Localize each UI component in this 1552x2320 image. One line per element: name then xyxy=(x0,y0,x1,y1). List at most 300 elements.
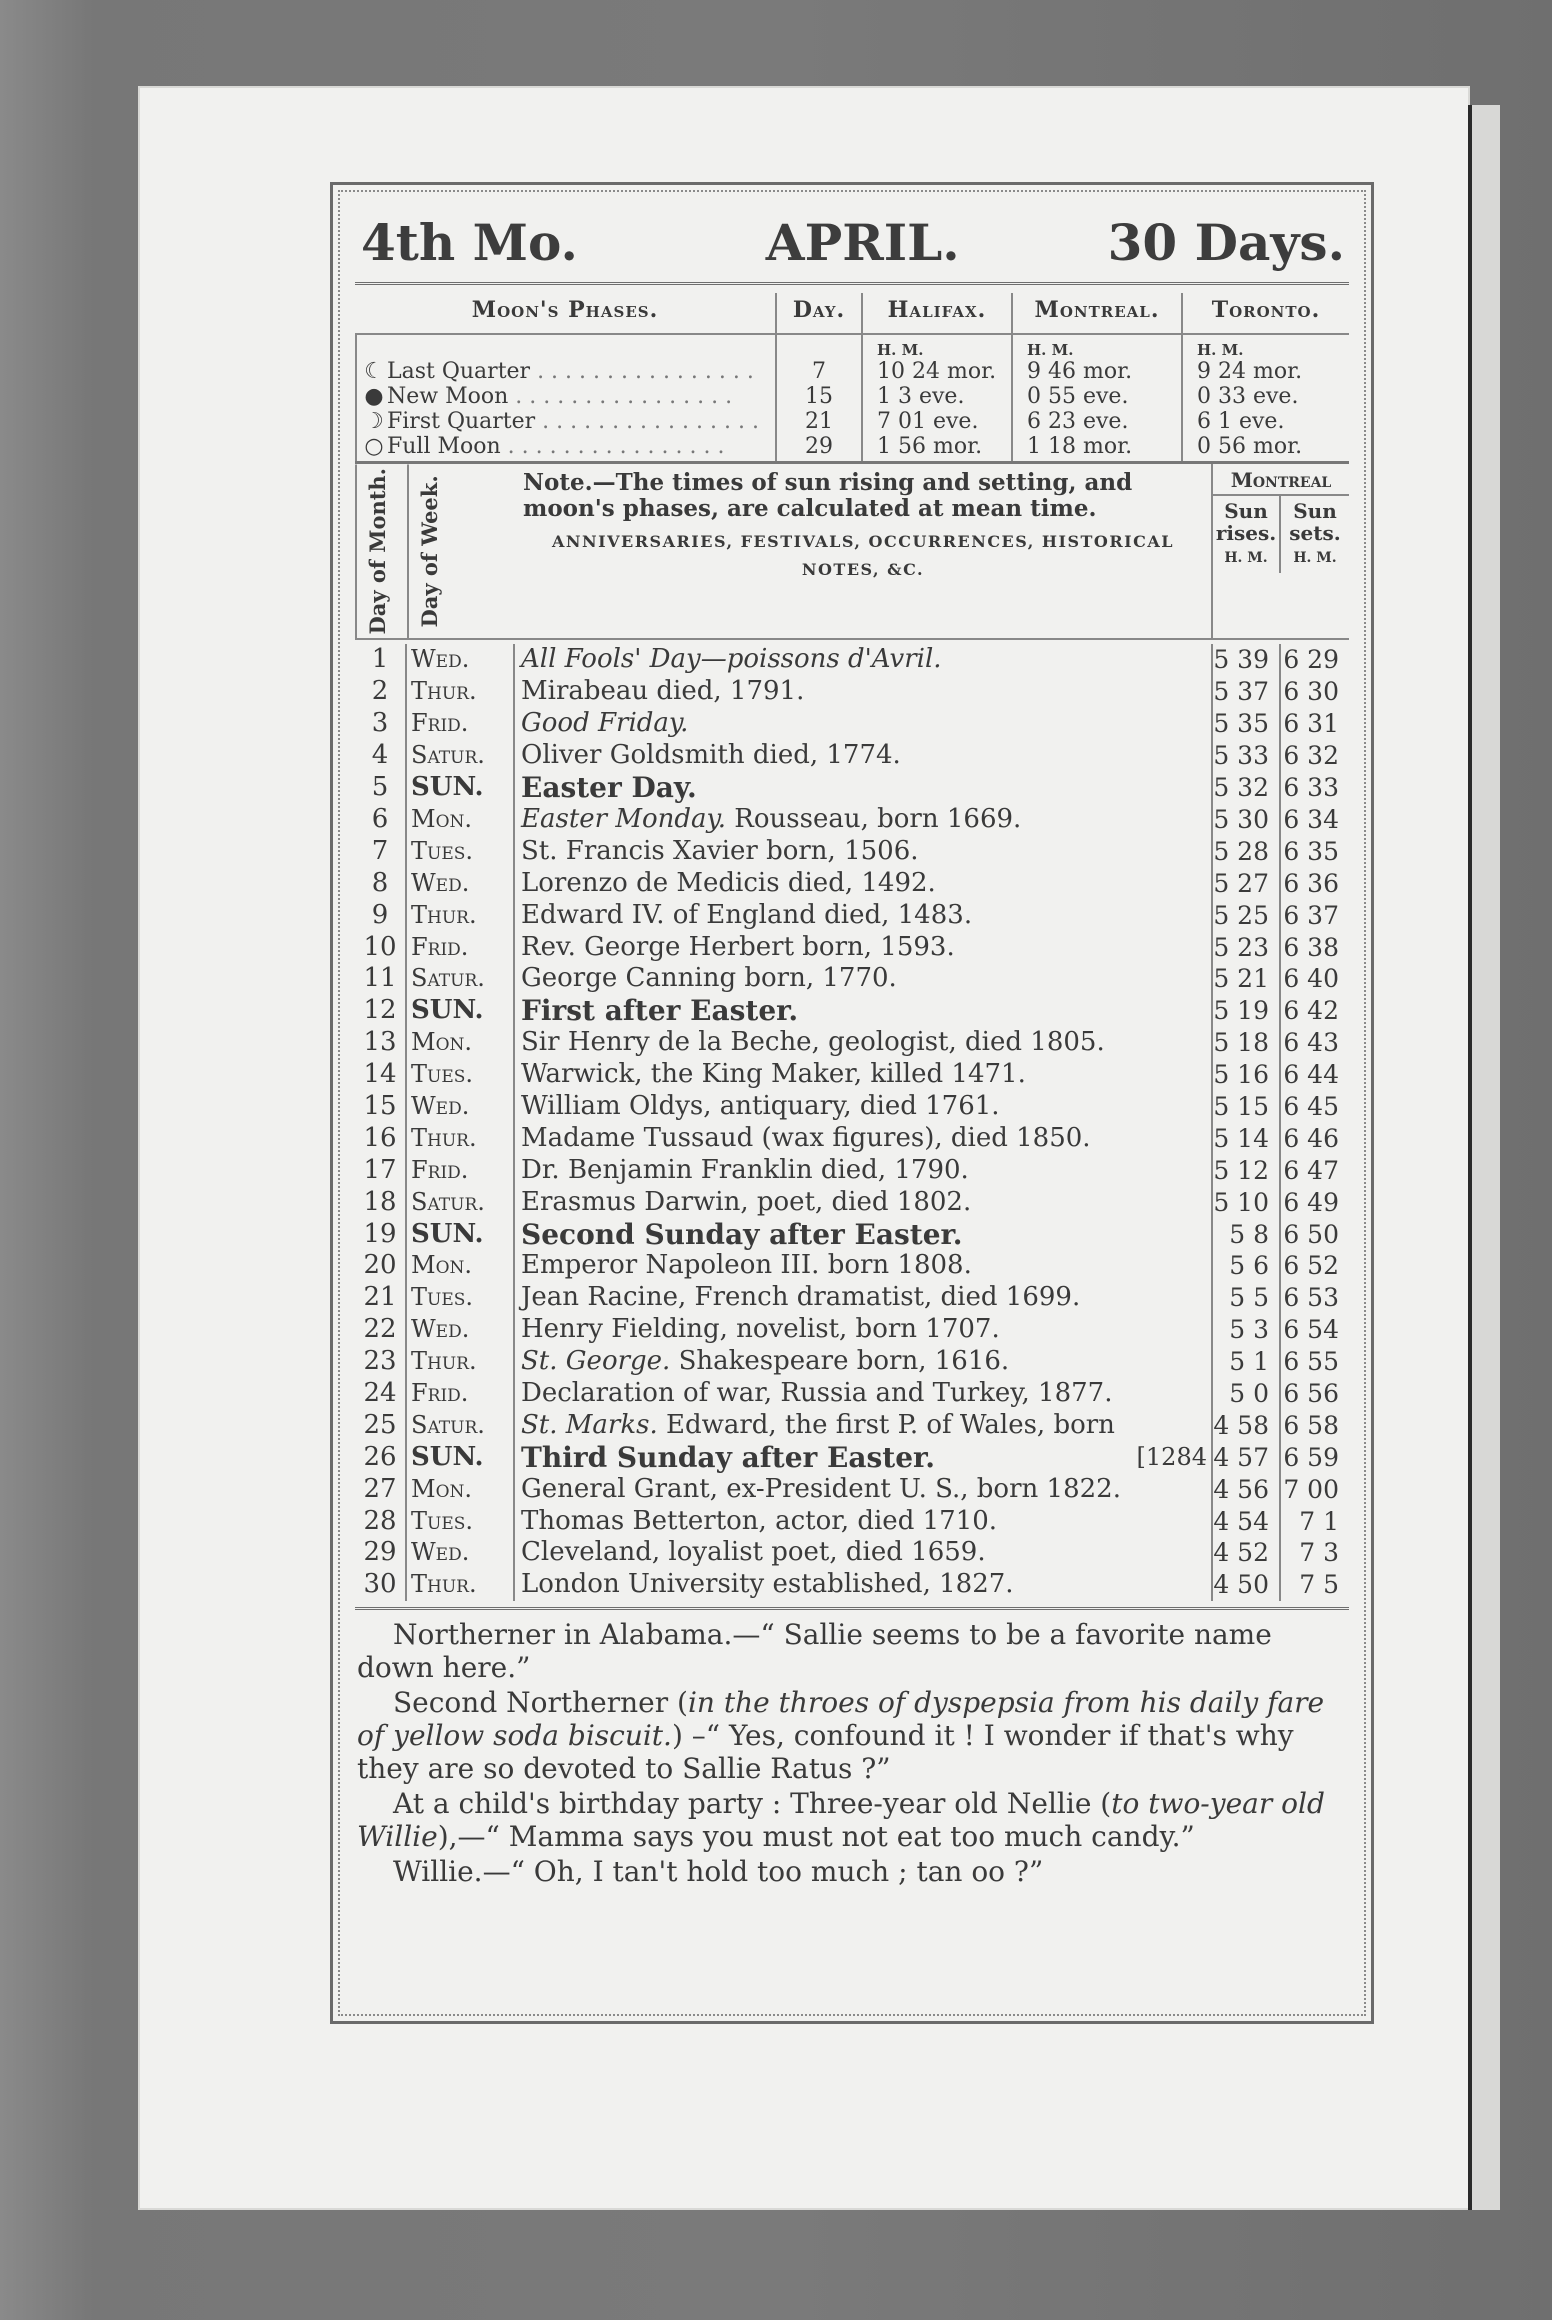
phase-names-column xyxy=(355,335,775,461)
hm-label: H. M. xyxy=(877,341,924,359)
event xyxy=(515,1123,1213,1155)
day-of-month: 7 xyxy=(355,836,407,868)
day-of-week: Satur. xyxy=(407,963,515,995)
day-of-week: Wed. xyxy=(407,1091,515,1123)
day-of-month: 8 xyxy=(355,868,407,900)
day-of-week: Thur. xyxy=(407,1346,515,1378)
day-of-week: Mon. xyxy=(407,1027,515,1059)
event xyxy=(515,1346,1213,1378)
event-text: Rev. George Herbert born, 1593. xyxy=(521,931,955,962)
sun-times xyxy=(1213,1250,1349,1282)
day-of-month: 9 xyxy=(355,900,407,932)
sun-rises: 5 37 xyxy=(1213,676,1281,708)
day-of-month: 15 xyxy=(355,1091,407,1123)
event xyxy=(515,772,1213,804)
day-of-week: Thur. xyxy=(407,900,515,932)
day-of-month: 2 xyxy=(355,676,407,708)
phase-time-toronto: 6 1 eve. xyxy=(1197,409,1285,434)
day-row xyxy=(355,1155,1349,1187)
sun-sets: 6 58 xyxy=(1283,1410,1339,1440)
day-row xyxy=(355,1059,1349,1091)
day-of-month: 22 xyxy=(355,1314,407,1346)
sun-sets: 6 59 xyxy=(1283,1442,1339,1472)
event-text: First after Easter. xyxy=(521,995,799,1028)
sun-sets: 7 3 xyxy=(1299,1538,1339,1568)
anecdote-3-a: At a child's birthday party : Three-year old Nellie ( xyxy=(393,1787,1112,1821)
event xyxy=(515,1155,1213,1187)
event xyxy=(515,1059,1213,1091)
day-row xyxy=(355,1474,1349,1506)
event-italic: Easter Monday. xyxy=(521,803,727,834)
toronto-column xyxy=(1181,335,1349,461)
day-of-month: 18 xyxy=(355,1187,407,1219)
note-text: Note.—The times of sun rising and setting, and moon's phases, are calculated at mean time. xyxy=(523,469,1133,522)
leader-dots: . . . . . . . . . . . . . . . . xyxy=(500,434,725,459)
event xyxy=(515,644,1213,676)
sun-rises-label: Sun rises. xyxy=(1215,499,1277,545)
sun-sets: 6 55 xyxy=(1283,1347,1339,1377)
day-of-month: 5 xyxy=(355,772,407,804)
sun-times xyxy=(1213,868,1349,900)
day-of-month: 17 xyxy=(355,1155,407,1187)
sun-times xyxy=(1213,1187,1349,1219)
event-text: Edward, the first P. of Wales, born xyxy=(665,1409,1115,1440)
sun-rises: 5 30 xyxy=(1213,804,1281,836)
sun-rises: 5 35 xyxy=(1213,708,1281,740)
event xyxy=(515,963,1213,995)
day-row xyxy=(355,772,1349,804)
sun-rises: 4 56 xyxy=(1213,1474,1281,1506)
event xyxy=(515,804,1213,836)
day-of-week: SUN. xyxy=(407,1219,515,1251)
day-row xyxy=(355,708,1349,740)
sun-times xyxy=(1213,995,1349,1027)
halifax-heading: Halifax. xyxy=(861,293,1011,335)
sun-rises: 5 18 xyxy=(1213,1027,1281,1059)
sun-rises: 5 0 xyxy=(1213,1378,1281,1410)
event-text: St. Francis Xavier born, 1506. xyxy=(521,835,919,866)
anecdote-3 xyxy=(357,1787,1347,1853)
note xyxy=(515,464,1213,638)
sun-sets: 6 40 xyxy=(1283,964,1339,994)
sun-times xyxy=(1213,1410,1349,1442)
event xyxy=(515,1219,1213,1251)
day-of-month: 6 xyxy=(355,804,407,836)
day-row xyxy=(355,1091,1349,1123)
sun-times xyxy=(1213,1027,1349,1059)
anecdote-1: Northerner in Alabama.—“ Sallie seems to be a favorite name down here.” xyxy=(357,1618,1272,1685)
day-of-month: 10 xyxy=(355,932,407,964)
calendar-frame xyxy=(330,182,1374,2024)
day-of-week: Tues. xyxy=(407,1059,515,1091)
moon-phase-icon: ● xyxy=(364,384,384,409)
day-row xyxy=(355,1506,1349,1538)
event xyxy=(515,1506,1213,1538)
day-row xyxy=(355,1250,1349,1282)
day-heading: Day. xyxy=(775,293,861,335)
phase-time-montreal: 1 18 mor. xyxy=(1027,434,1133,459)
day-of-month: 24 xyxy=(355,1378,407,1410)
event-text: Easter Day. xyxy=(521,772,697,804)
day-row xyxy=(355,1219,1349,1251)
sun-rises: 5 16 xyxy=(1213,1059,1281,1091)
sun-sets: 6 50 xyxy=(1283,1219,1339,1249)
day-of-month: 20 xyxy=(355,1250,407,1282)
day-row xyxy=(355,900,1349,932)
sun-rises: 5 32 xyxy=(1213,772,1281,804)
sun-times xyxy=(1213,676,1349,708)
sun-sets: 6 36 xyxy=(1283,868,1339,898)
event-text: Shakespeare born, 1616. xyxy=(678,1346,1010,1377)
day-of-week: Mon. xyxy=(407,1250,515,1282)
event xyxy=(515,1282,1213,1314)
phase-time-halifax: 7 01 eve. xyxy=(877,409,979,434)
event xyxy=(515,1250,1213,1282)
anecdote-2 xyxy=(357,1686,1347,1785)
sun-rises: 5 10 xyxy=(1213,1187,1281,1219)
hm-label: H. M. xyxy=(1027,341,1074,359)
day-of-week: Frid. xyxy=(407,1155,515,1187)
day-of-month: 23 xyxy=(355,1346,407,1378)
sun-sets: 6 35 xyxy=(1283,836,1339,866)
moon-phases-table xyxy=(355,293,1349,464)
event xyxy=(515,1410,1213,1442)
day-row xyxy=(355,995,1349,1027)
sun-sets: 6 54 xyxy=(1283,1315,1339,1345)
event xyxy=(515,1378,1213,1410)
montreal-label: Montreal xyxy=(1213,464,1349,496)
event xyxy=(515,868,1213,900)
moon-phase-icon: ☾ xyxy=(364,359,384,384)
sun-times xyxy=(1213,1346,1349,1378)
event-text: Second Sunday after Easter. xyxy=(521,1218,963,1251)
phase-row xyxy=(361,409,771,434)
day-of-month: 25 xyxy=(355,1410,407,1442)
event-text: Warwick, the King Maker, killed 1471. xyxy=(521,1059,1026,1090)
event-text: Thomas Betterton, actor, died 1710. xyxy=(521,1505,998,1536)
day-row xyxy=(355,804,1349,836)
sun-sets-label: Sun sets. xyxy=(1289,499,1341,545)
sun-sets: 6 45 xyxy=(1283,1091,1339,1121)
sun-rises: 5 3 xyxy=(1213,1314,1281,1346)
phase-time-toronto: 0 56 mor. xyxy=(1197,434,1303,459)
leader-dots: . . . . . . . . . . . . . . . . xyxy=(535,409,759,434)
sun-sets: 6 32 xyxy=(1283,741,1339,771)
day-row xyxy=(355,1410,1349,1442)
day-row xyxy=(355,868,1349,900)
phase-day: 15 xyxy=(805,384,833,409)
sun-sets: 6 43 xyxy=(1283,1028,1339,1058)
event xyxy=(515,1187,1213,1219)
day-row xyxy=(355,644,1349,676)
sun-sets: 6 42 xyxy=(1283,996,1339,1026)
day-of-month: 30 xyxy=(355,1569,407,1601)
event-text: Lorenzo de Medicis died, 1492. xyxy=(521,867,936,898)
sun-rises: 5 8 xyxy=(1213,1219,1281,1251)
event-text: Madame Tussaud (wax figures), died 1850. xyxy=(521,1122,1091,1153)
day-row xyxy=(355,1378,1349,1410)
sun-rises: 5 19 xyxy=(1213,995,1281,1027)
sun-times xyxy=(1213,900,1349,932)
event xyxy=(515,1091,1213,1123)
sun-rises: 5 39 xyxy=(1213,644,1281,676)
phase-row xyxy=(361,434,771,459)
sun-sets: 7 00 xyxy=(1283,1474,1339,1504)
sun-sets: 7 1 xyxy=(1299,1506,1339,1536)
day-row xyxy=(355,1537,1349,1569)
sun-times xyxy=(1213,740,1349,772)
sun-times xyxy=(1213,1314,1349,1346)
phase-time-halifax: 1 56 mor. xyxy=(877,434,983,459)
sun-rises: 5 14 xyxy=(1213,1123,1281,1155)
day-of-week: Wed. xyxy=(407,868,515,900)
hm-label: H. M. xyxy=(1197,341,1244,359)
event xyxy=(515,1314,1213,1346)
leader-dots: . . . . . . . . . . . . . . . . xyxy=(530,359,754,384)
adjacent-page-edge xyxy=(1468,105,1500,2210)
sun-times xyxy=(1213,836,1349,868)
sun-sets: 6 53 xyxy=(1283,1283,1339,1313)
sun-rises: 5 23 xyxy=(1213,932,1281,964)
sun-sets: 6 31 xyxy=(1283,709,1339,739)
sun-times xyxy=(1213,1537,1349,1569)
sun-rises: 4 58 xyxy=(1213,1410,1281,1442)
event-text: Erasmus Darwin, poet, died 1802. xyxy=(521,1186,972,1217)
montreal-column xyxy=(1011,335,1181,461)
sun-times xyxy=(1213,1219,1349,1251)
sun-sets: 6 33 xyxy=(1283,773,1339,803)
phases-heading: Moon's Phases. xyxy=(355,293,775,335)
day-row xyxy=(355,1027,1349,1059)
page-header xyxy=(355,207,1349,285)
day-row xyxy=(355,1187,1349,1219)
day-row xyxy=(355,836,1349,868)
event-text: Sir Henry de la Beche, geologist, died 1805. xyxy=(521,1027,1105,1058)
sun-times xyxy=(1213,932,1349,964)
day-row xyxy=(355,1123,1349,1155)
event-continuation: [1284 xyxy=(1136,1442,1207,1471)
sun-rises: 5 21 xyxy=(1213,963,1281,995)
leader-dots: . . . . . . . . . . . . . . . . xyxy=(508,384,733,409)
day-of-week: Wed. xyxy=(407,1314,515,1346)
phase-row xyxy=(361,384,771,409)
sun-rises: 4 54 xyxy=(1213,1506,1281,1538)
table-header xyxy=(355,464,1349,640)
day-of-month: 14 xyxy=(355,1059,407,1091)
event-text: Emperor Napoleon III. born 1808. xyxy=(521,1250,972,1281)
sun-times xyxy=(1213,1123,1349,1155)
phase-name: First Quarter xyxy=(387,409,536,434)
sun-times xyxy=(1213,963,1349,995)
sun-times xyxy=(1213,1378,1349,1410)
day-of-week-heading: Day of Week. xyxy=(407,464,515,638)
moon-phase-icon: ☽ xyxy=(364,409,384,434)
day-of-month: 16 xyxy=(355,1123,407,1155)
sun-sets: 6 49 xyxy=(1283,1187,1339,1217)
day-row xyxy=(355,1442,1349,1474)
sun-sets: 6 52 xyxy=(1283,1251,1339,1281)
day-of-week: Wed. xyxy=(407,1537,515,1569)
phase-name: New Moon xyxy=(387,384,509,409)
day-row xyxy=(355,1569,1349,1601)
anecdote-4: Willie.—“ Oh, I tan't hold too much ; tan oo ?” xyxy=(393,1855,1044,1889)
sun-sets: 7 5 xyxy=(1299,1570,1339,1600)
event xyxy=(515,900,1213,932)
phase-time-toronto: 0 33 eve. xyxy=(1197,384,1299,409)
anecdote-3-b: ),—“ Mamma says you must not eat too much candy.” xyxy=(437,1820,1195,1854)
day-row xyxy=(355,1314,1349,1346)
event-text: All Fools' Day—poissons d'Avril. xyxy=(521,644,942,675)
sun-times xyxy=(1213,1506,1349,1538)
event xyxy=(515,995,1213,1027)
event xyxy=(515,740,1213,772)
day-row xyxy=(355,1282,1349,1314)
sun-rises: 5 33 xyxy=(1213,740,1281,772)
montreal-sun-heading xyxy=(1213,464,1349,638)
anecdote-2-b: ) –“ Yes, confound it ! I wonder if that's why they are so devoted to Sallie Ratus ?” xyxy=(357,1719,1294,1786)
day-of-month: 19 xyxy=(355,1219,407,1251)
sun-rises: 5 5 xyxy=(1213,1282,1281,1314)
phase-day: 21 xyxy=(805,409,833,434)
day-row xyxy=(355,676,1349,708)
day-of-week: Mon. xyxy=(407,804,515,836)
sun-times xyxy=(1213,804,1349,836)
events-subheading: ANNIVERSARIES, FESTIVALS, OCCURRENCES, HISTORICAL NOTES, &C. xyxy=(551,532,1175,579)
sun-times xyxy=(1213,1474,1349,1506)
day-of-week: SUN. xyxy=(407,772,515,804)
day-row xyxy=(355,1346,1349,1378)
days-count: 30 Days. xyxy=(1107,213,1345,272)
phase-time-halifax: 1 3 eve. xyxy=(877,384,965,409)
day-of-month: 1 xyxy=(355,644,407,676)
sun-times xyxy=(1213,644,1349,676)
phase-day: 29 xyxy=(805,434,833,459)
sun-times xyxy=(1213,1091,1349,1123)
sun-rises: 4 50 xyxy=(1213,1569,1281,1601)
sun-times xyxy=(1213,1282,1349,1314)
hm-label: H. M. xyxy=(1293,550,1337,566)
anecdote-2-italic: in the throes of dyspepsia from his daily fare of yellow soda biscuit. xyxy=(357,1686,1325,1753)
day-of-month: 11 xyxy=(355,963,407,995)
phase-time-montreal: 0 55 eve. xyxy=(1027,384,1129,409)
day-of-month: 28 xyxy=(355,1506,407,1538)
anecdote-2-a: Second Northerner ( xyxy=(393,1686,688,1720)
sun-rises: 5 12 xyxy=(1213,1155,1281,1187)
phase-time-halifax: 10 24 mor. xyxy=(877,359,997,384)
phase-time-toronto: 9 24 mor. xyxy=(1197,359,1303,384)
day-of-month: 12 xyxy=(355,995,407,1027)
event xyxy=(515,1569,1213,1601)
event-text: Jean Racine, French dramatist, died 1699. xyxy=(521,1282,1081,1313)
phase-name: Last Quarter xyxy=(387,359,531,384)
month-number: 4th Mo. xyxy=(361,213,578,272)
day-of-month: 3 xyxy=(355,708,407,740)
event-text: Rousseau, born 1669. xyxy=(734,803,1022,834)
event xyxy=(515,1027,1213,1059)
day-of-week: SUN. xyxy=(407,995,515,1027)
sun-rises: 5 25 xyxy=(1213,900,1281,932)
day-row xyxy=(355,932,1349,964)
event xyxy=(515,1442,1213,1474)
sun-rises: 4 52 xyxy=(1213,1537,1281,1569)
day-of-week: Satur. xyxy=(407,740,515,772)
day-of-month: 27 xyxy=(355,1474,407,1506)
sun-times xyxy=(1213,772,1349,804)
sun-rises: 5 27 xyxy=(1213,868,1281,900)
event xyxy=(515,1474,1213,1506)
sun-times xyxy=(1213,1059,1349,1091)
phase-day: 7 xyxy=(812,359,826,384)
event-text: Good Friday. xyxy=(521,708,689,739)
day-of-week: SUN. xyxy=(407,1442,515,1474)
event xyxy=(515,836,1213,868)
day-of-week: Tues. xyxy=(407,1506,515,1538)
halifax-column xyxy=(861,335,1011,461)
sun-rises: 5 1 xyxy=(1213,1346,1281,1378)
sun-sets: 6 37 xyxy=(1283,900,1339,930)
day-of-week: Mon. xyxy=(407,1474,515,1506)
day-of-week: Tues. xyxy=(407,1282,515,1314)
day-row xyxy=(355,963,1349,995)
day-of-month: 21 xyxy=(355,1282,407,1314)
day-of-week: Tues. xyxy=(407,836,515,868)
sun-times xyxy=(1213,1442,1349,1474)
day-of-week: Satur. xyxy=(407,1410,515,1442)
event-italic: St. Marks. xyxy=(521,1409,658,1440)
day-of-week: Frid. xyxy=(407,932,515,964)
sun-sets: 6 34 xyxy=(1283,804,1339,834)
sun-rises: 5 15 xyxy=(1213,1091,1281,1123)
event-text: Third Sunday after Easter. xyxy=(521,1441,935,1474)
toronto-heading: Toronto. xyxy=(1181,293,1349,335)
phase-time-montreal: 9 46 mor. xyxy=(1027,359,1133,384)
event-text: Declaration of war, Russia and Turkey, 1877. xyxy=(521,1377,1113,1408)
sun-sets: 6 29 xyxy=(1283,645,1339,675)
event xyxy=(515,708,1213,740)
sun-sets: 6 56 xyxy=(1283,1378,1339,1408)
day-of-month-heading: Day of Month. xyxy=(355,464,407,638)
event-text: Cleveland, loyalist poet, died 1659. xyxy=(521,1537,986,1568)
day-of-week: Frid. xyxy=(407,1378,515,1410)
days-table xyxy=(355,644,1349,1601)
day-of-month: 13 xyxy=(355,1027,407,1059)
event-text: Oliver Goldsmith died, 1774. xyxy=(521,740,901,771)
event-text: Henry Fielding, novelist, born 1707. xyxy=(521,1314,1000,1345)
event-text: William Oldys, antiquary, died 1761. xyxy=(521,1090,1000,1121)
sun-rises: 5 6 xyxy=(1213,1250,1281,1282)
phase-days-column xyxy=(775,335,861,461)
day-row xyxy=(355,740,1349,772)
sun-times xyxy=(1213,708,1349,740)
day-of-week: Satur. xyxy=(407,1187,515,1219)
day-of-month: 4 xyxy=(355,740,407,772)
day-of-week: Wed. xyxy=(407,644,515,676)
event xyxy=(515,676,1213,708)
day-of-month: 26 xyxy=(355,1442,407,1474)
day-of-month: 29 xyxy=(355,1537,407,1569)
phase-row xyxy=(361,359,771,384)
day-of-week: Frid. xyxy=(407,708,515,740)
sun-sets: 6 38 xyxy=(1283,932,1339,962)
event-text: Edward IV. of England died, 1483. xyxy=(521,899,973,930)
event-text: General Grant, ex-President U. S., born 1822. xyxy=(521,1473,1121,1504)
sun-times xyxy=(1213,1155,1349,1187)
sun-rises: 5 28 xyxy=(1213,836,1281,868)
day-of-week: Thur. xyxy=(407,676,515,708)
day-of-week: Thur. xyxy=(407,1123,515,1155)
event-text: Mirabeau died, 1791. xyxy=(521,676,805,707)
day-of-week: Thur. xyxy=(407,1569,515,1601)
